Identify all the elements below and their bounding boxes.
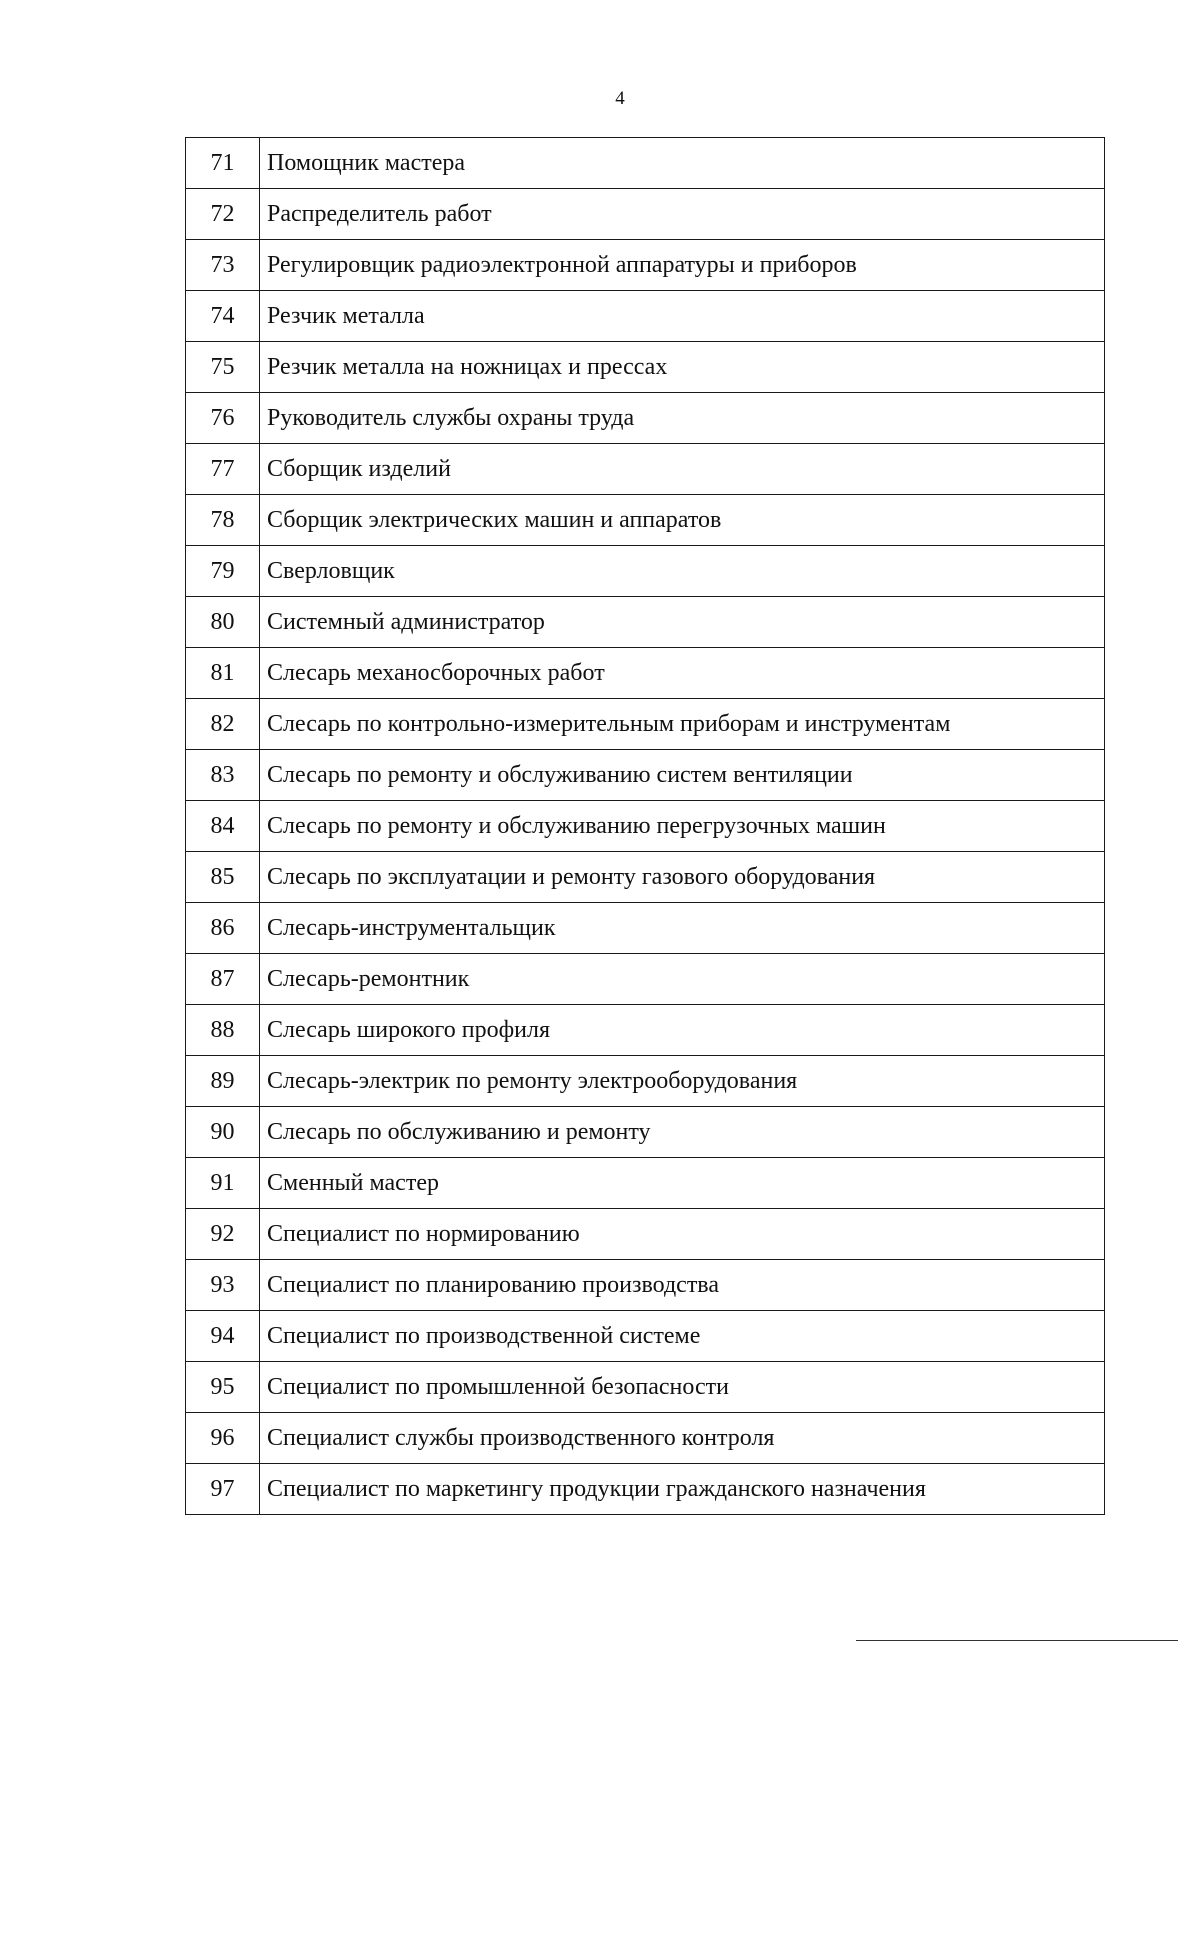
position-name-cell: Слесарь-ремонтник <box>260 954 1105 1005</box>
table-row <box>186 699 1105 750</box>
position-name-cell: Специалист по планированию производства <box>260 1260 1105 1311</box>
position-name-cell: Помощник мастера <box>260 138 1105 189</box>
table-row <box>186 1260 1105 1311</box>
row-number-cell: 82 <box>186 699 260 750</box>
table-row <box>186 1464 1105 1515</box>
position-name-cell: Слесарь механосборочных работ <box>260 648 1105 699</box>
row-number-cell: 78 <box>186 495 260 546</box>
page-number: 4 <box>615 88 625 109</box>
table-row <box>186 342 1105 393</box>
table-row <box>186 1311 1105 1362</box>
row-number-cell: 81 <box>186 648 260 699</box>
row-number-cell: 76 <box>186 393 260 444</box>
row-number-cell: 89 <box>186 1056 260 1107</box>
position-name-cell: Специалист по промышленной безопасности <box>260 1362 1105 1413</box>
position-name-cell: Слесарь по ремонту и обслуживанию перегрузочных машин <box>260 801 1105 852</box>
position-name-cell: Системный администратор <box>260 597 1105 648</box>
position-name-cell: Специалист по маркетингу продукции гражданского назначения <box>260 1464 1105 1515</box>
table-row <box>186 852 1105 903</box>
table-row <box>186 444 1105 495</box>
row-number-cell: 72 <box>186 189 260 240</box>
row-number-cell: 90 <box>186 1107 260 1158</box>
row-number-cell: 85 <box>186 852 260 903</box>
table-row <box>186 546 1105 597</box>
position-name-cell: Специалист по производственной системе <box>260 1311 1105 1362</box>
position-name-cell: Специалист службы производственного контроля <box>260 1413 1105 1464</box>
table-row <box>186 393 1105 444</box>
table-row <box>186 240 1105 291</box>
position-name-cell: Резчик металла на ножницах и прессах <box>260 342 1105 393</box>
row-number-cell: 96 <box>186 1413 260 1464</box>
position-name-cell: Слесарь по ремонту и обслуживанию систем вентиляции <box>260 750 1105 801</box>
table-row <box>186 138 1105 189</box>
table-row <box>186 903 1105 954</box>
row-number-cell: 75 <box>186 342 260 393</box>
table-row <box>186 1107 1105 1158</box>
row-number-cell: 97 <box>186 1464 260 1515</box>
row-number-cell: 83 <box>186 750 260 801</box>
table-row <box>186 648 1105 699</box>
position-name-cell: Слесарь по контрольно-измерительным приборам и инструментам <box>260 699 1105 750</box>
table-row <box>186 750 1105 801</box>
row-number-cell: 86 <box>186 903 260 954</box>
table-row <box>186 495 1105 546</box>
table-row <box>186 1056 1105 1107</box>
row-number-cell: 79 <box>186 546 260 597</box>
row-number-cell: 92 <box>186 1209 260 1260</box>
table-row <box>186 597 1105 648</box>
position-name-cell: Слесарь-электрик по ремонту электрооборудования <box>260 1056 1105 1107</box>
position-name-cell: Сборщик электрических машин и аппаратов <box>260 495 1105 546</box>
positions-table <box>185 137 1105 1515</box>
position-name-cell: Слесарь по обслуживанию и ремонту <box>260 1107 1105 1158</box>
end-of-list-line <box>856 1640 1178 1641</box>
positions-table-body <box>186 138 1105 1515</box>
row-number-cell: 94 <box>186 1311 260 1362</box>
row-number-cell: 87 <box>186 954 260 1005</box>
position-name-cell: Сверловщик <box>260 546 1105 597</box>
row-number-cell: 84 <box>186 801 260 852</box>
table-row <box>186 954 1105 1005</box>
position-name-cell: Сборщик изделий <box>260 444 1105 495</box>
table-row <box>186 1158 1105 1209</box>
row-number-cell: 80 <box>186 597 260 648</box>
position-name-cell: Сменный мастер <box>260 1158 1105 1209</box>
position-name-cell: Специалист по нормированию <box>260 1209 1105 1260</box>
position-name-cell: Распределитель работ <box>260 189 1105 240</box>
row-number-cell: 71 <box>186 138 260 189</box>
row-number-cell: 95 <box>186 1362 260 1413</box>
row-number-cell: 88 <box>186 1005 260 1056</box>
table-row <box>186 1413 1105 1464</box>
table-row <box>186 1209 1105 1260</box>
row-number-cell: 77 <box>186 444 260 495</box>
row-number-cell: 74 <box>186 291 260 342</box>
table-row <box>186 801 1105 852</box>
table-row <box>186 1005 1105 1056</box>
position-name-cell: Слесарь широкого профиля <box>260 1005 1105 1056</box>
position-name-cell: Слесарь-инструментальщик <box>260 903 1105 954</box>
position-name-cell: Регулировщик радиоэлектронной аппаратуры и приборов <box>260 240 1105 291</box>
table-row <box>186 291 1105 342</box>
row-number-cell: 73 <box>186 240 260 291</box>
row-number-cell: 93 <box>186 1260 260 1311</box>
table-row <box>186 189 1105 240</box>
position-name-cell: Резчик металла <box>260 291 1105 342</box>
position-name-cell: Слесарь по эксплуатации и ремонту газового оборудования <box>260 852 1105 903</box>
row-number-cell: 91 <box>186 1158 260 1209</box>
table-row <box>186 1362 1105 1413</box>
position-name-cell: Руководитель службы охраны труда <box>260 393 1105 444</box>
